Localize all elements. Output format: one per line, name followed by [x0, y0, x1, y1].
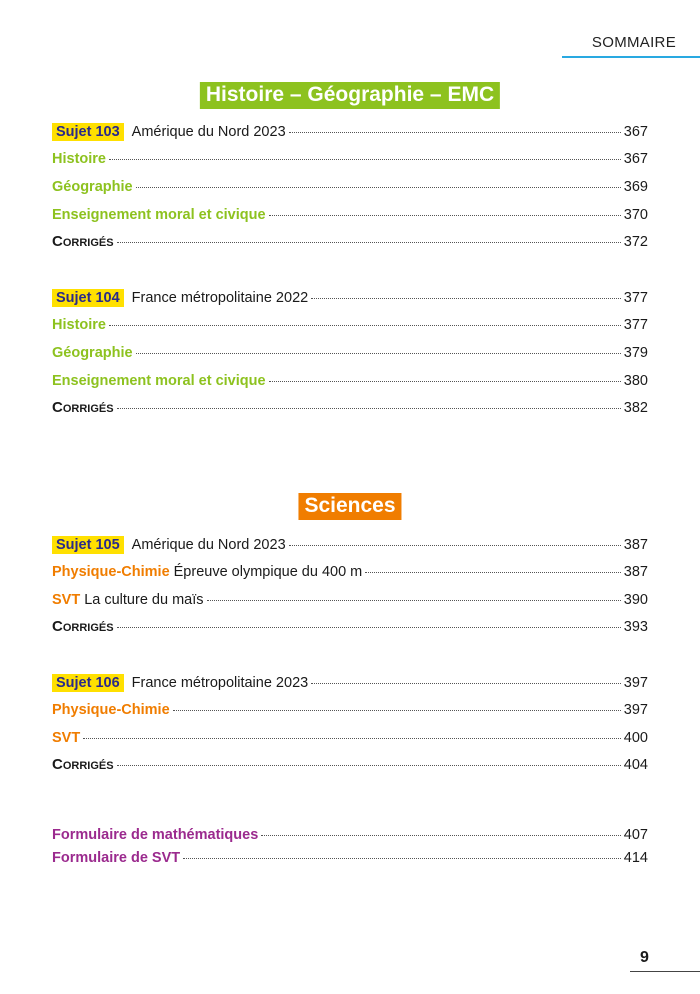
toc-entry[interactable] — [52, 151, 648, 171]
page-ref: 377 — [623, 290, 648, 306]
dot-leader — [289, 132, 621, 133]
subject-topic: La culture du maïs — [84, 592, 204, 608]
toc-entry[interactable] — [52, 317, 648, 337]
toc-entry[interactable] — [52, 399, 648, 419]
formulaire-label: Formulaire de mathématiques — [52, 827, 259, 843]
dot-leader — [136, 353, 621, 354]
page-ref: 379 — [623, 345, 648, 361]
section-title: Histoire – Géographie – EMC — [200, 82, 500, 109]
subject-label: Géographie — [52, 179, 133, 195]
dot-leader — [117, 765, 621, 766]
toc-entry[interactable] — [52, 702, 648, 722]
dot-leader — [109, 325, 621, 326]
dot-leader — [311, 298, 621, 299]
toc-entry[interactable] — [52, 345, 648, 365]
subject-label: Physique-Chimie — [52, 702, 170, 718]
page-ref: 377 — [623, 317, 648, 333]
page-ref: 367 — [623, 151, 648, 167]
dot-leader — [207, 600, 621, 601]
toc-entry[interactable] — [52, 233, 648, 253]
page-ref: 414 — [623, 850, 648, 866]
toc-entry[interactable] — [52, 674, 648, 694]
subject-label: Physique-Chimie — [52, 564, 170, 580]
page-ref: 367 — [623, 124, 648, 140]
formulaire-entry[interactable] — [52, 827, 648, 847]
page-ref: 397 — [623, 675, 648, 691]
corriges-label: Corrigés — [52, 233, 114, 250]
dot-leader — [83, 738, 621, 739]
subject-label: Histoire — [52, 317, 106, 333]
formulaire-label: Formulaire de SVT — [52, 850, 181, 866]
subject-label: Enseignement moral et civique — [52, 373, 266, 389]
exam-place: Amérique du Nord 2023 — [131, 124, 286, 140]
subject-label: Géographie — [52, 345, 133, 361]
sujet-badge: Sujet 104 — [52, 289, 124, 307]
toc-entry[interactable] — [52, 564, 648, 584]
dot-leader — [117, 242, 621, 243]
page-ref: 397 — [623, 702, 648, 718]
page-ref: 387 — [623, 537, 648, 553]
page-ref: 407 — [623, 827, 648, 843]
dot-leader — [365, 572, 621, 573]
formulaire-entry[interactable] — [52, 850, 648, 870]
dot-leader — [261, 835, 621, 836]
toc-entry[interactable] — [52, 179, 648, 199]
corriges-label: Corrigés — [52, 618, 114, 635]
dot-leader — [117, 408, 621, 409]
dot-leader — [289, 545, 621, 546]
dot-leader — [109, 159, 621, 160]
exam-place: France métropolitaine 2023 — [131, 675, 309, 691]
toc-entry[interactable] — [52, 373, 648, 393]
sujet-badge: Sujet 103 — [52, 123, 124, 141]
toc-entry[interactable] — [52, 618, 648, 638]
subject-label: Histoire — [52, 151, 106, 167]
page-number: 9 — [640, 949, 649, 966]
subject-topic: Épreuve olympique du 400 m — [173, 564, 363, 580]
page-ref: 372 — [623, 234, 648, 250]
toc-entry[interactable] — [52, 756, 648, 776]
dot-leader — [183, 858, 621, 859]
dot-leader — [311, 683, 621, 684]
dot-leader — [173, 710, 621, 711]
dot-leader — [136, 187, 621, 188]
footer-rule — [630, 971, 700, 972]
subject-label: SVT — [52, 730, 81, 746]
corriges-label: Corrigés — [52, 756, 114, 773]
subject-label: Enseignement moral et civique — [52, 207, 266, 223]
dot-leader — [269, 215, 621, 216]
header-rule — [562, 56, 700, 58]
dot-leader — [117, 627, 621, 628]
page-ref: 404 — [623, 757, 648, 773]
corriges-label: Corrigés — [52, 399, 114, 416]
page-ref: 382 — [623, 400, 648, 416]
sujet-badge: Sujet 105 — [52, 536, 124, 554]
section-title: Sciences — [298, 493, 401, 520]
page-ref: 393 — [623, 619, 648, 635]
toc-entry[interactable] — [52, 207, 648, 227]
exam-place: France métropolitaine 2022 — [131, 290, 309, 306]
toc-entry[interactable] — [52, 123, 648, 143]
page-ref: 369 — [623, 179, 648, 195]
page-ref: 380 — [623, 373, 648, 389]
toc-entry[interactable] — [52, 536, 648, 556]
toc-entry[interactable] — [52, 289, 648, 309]
page-ref: 387 — [623, 564, 648, 580]
exam-place: Amérique du Nord 2023 — [131, 537, 286, 553]
page-ref: 370 — [623, 207, 648, 223]
page-ref: 400 — [623, 730, 648, 746]
toc-entry[interactable] — [52, 730, 648, 750]
sujet-badge: Sujet 106 — [52, 674, 124, 692]
dot-leader — [269, 381, 621, 382]
toc-entry[interactable] — [52, 592, 648, 612]
subject-label: SVT — [52, 592, 81, 608]
header-title: SOMMAIRE — [591, 34, 676, 51]
page-ref: 390 — [623, 592, 648, 608]
